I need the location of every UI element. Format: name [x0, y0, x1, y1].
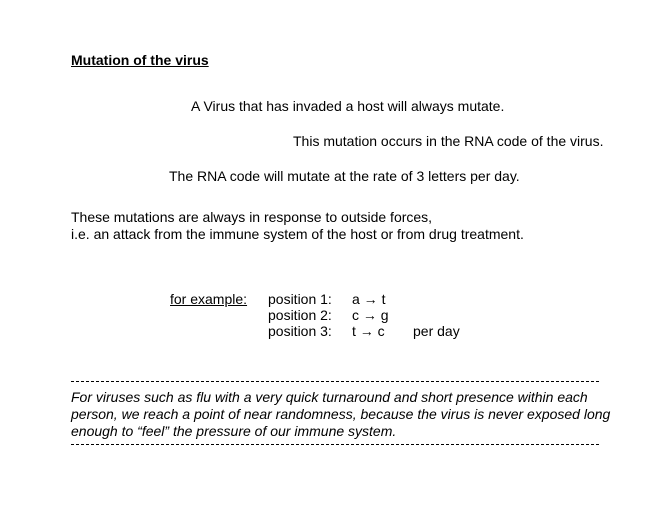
note-line: enough to “feel” the pressure of our immune system. [71, 423, 397, 439]
statement-mutation-rate: The RNA code will mutate at the rate of 3 letters per day. [169, 168, 520, 184]
statement-always-mutate: A Virus that has invaded a host will always mutate. [191, 98, 505, 114]
page-title: Mutation of the virus [71, 52, 209, 68]
example-change: t → c [352, 323, 385, 339]
example-position: position 2: [268, 307, 332, 323]
example-change: c → g [352, 307, 389, 323]
response-paragraph [71, 209, 524, 243]
flu-note [71, 389, 610, 440]
note-line: person, we reach a point of near randomness, because the virus is never exposed long [71, 406, 611, 422]
example-suffix: per day [413, 323, 460, 339]
example-position: position 1: [268, 291, 332, 307]
statement-rna-code: This mutation occurs in the RNA code of the virus. [293, 133, 604, 149]
divider-bottom [71, 444, 599, 445]
paragraph-line: These mutations are always in response to outside forces, [71, 209, 433, 225]
example-change: a → t [352, 291, 386, 307]
example-label: for example: [170, 291, 248, 307]
paragraph-line: i.e. an attack from the immune system of the host or from drug treatment. [71, 226, 524, 242]
example-position: position 3: [268, 323, 332, 339]
divider-top [71, 381, 599, 382]
note-line: For viruses such as flu with a very quick turnaround and short presence within each [71, 389, 588, 405]
